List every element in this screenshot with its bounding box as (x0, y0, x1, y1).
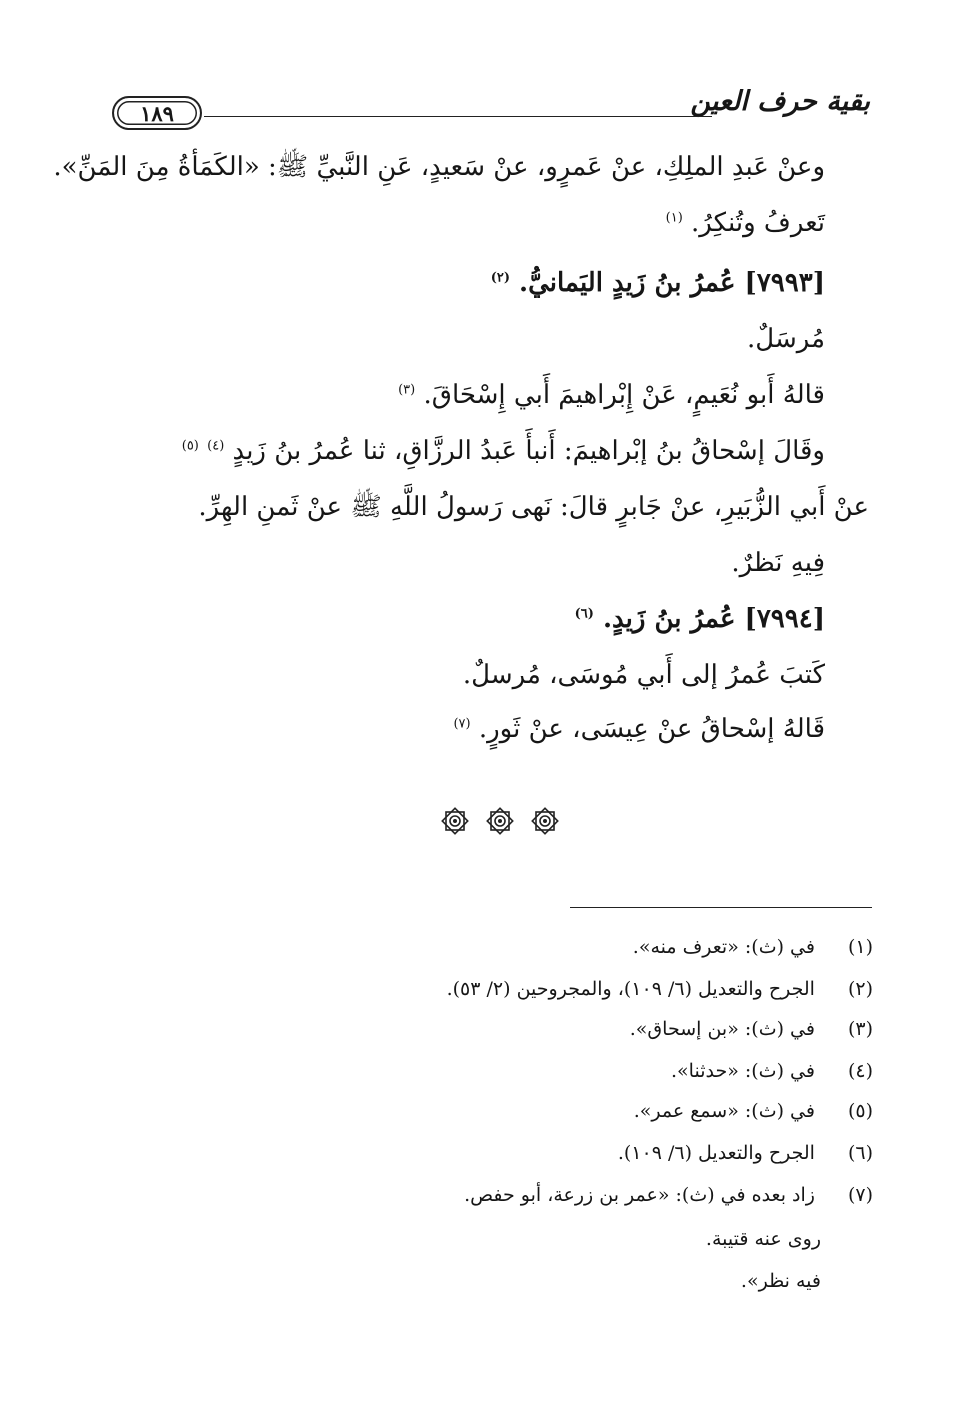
footnote-text: الجرح والتعديل (٦/ ١٠٩). (617, 1142, 815, 1164)
page-header (112, 84, 870, 144)
footnote-ref-6: (٦) (574, 606, 594, 622)
line-4-text: مُرسَلٌ. (746, 324, 825, 354)
entry-7993-text: [٧٩٩٣] عُمرُ بنُ زَيدٍ اليَمانيُّ. (519, 268, 825, 298)
footnote-number: (٦) (847, 1142, 873, 1164)
footnote-number: (٧) (847, 1184, 873, 1206)
footnote-number: (٢) (847, 978, 873, 1000)
footnote-number: (٤) (847, 1060, 873, 1082)
footnote-ref-2: (٢) (490, 270, 510, 286)
page-number-frame (112, 96, 202, 130)
footnote-7-continuation-2: فيه نظر». (740, 1270, 821, 1292)
footnote-text: الجرح والتعديل (٦/ ١٠٩)، والمجروحين (٢/ ٥٣). (446, 978, 815, 1000)
text-line-5 (398, 380, 825, 410)
rosette-icon (485, 806, 515, 836)
footnote-7-continuation-1: روى عنه قتيبة. (705, 1228, 821, 1250)
footnote-4 (671, 1060, 873, 1082)
text-line-8 (731, 548, 825, 578)
text-line-11 (453, 714, 825, 744)
text-line-2 (666, 208, 825, 238)
section-divider (440, 806, 560, 840)
footnote-text: في (ث): «حدثنا». (671, 1060, 815, 1082)
line-1-text: وعنْ عَبدِ الملِكِ، عنْ عَمرٍو، عنْ سَعيدٍ، عَنِ النَّبيِّ ﷺ: «الكَمَأةُ مِنَ المَنِّ». (53, 152, 825, 182)
line-2-text: تَعرفُ وتُنكِرُ. (691, 208, 825, 238)
line-5-text: قالهُ أَبو نُعَيمٍ، عَنْ إِبْراهيمَ أَبي إِسْحَاقَ. (423, 380, 825, 410)
footnote-number: (٥) (847, 1100, 873, 1122)
entry-heading-7994 (575, 604, 825, 634)
footnote-1 (633, 936, 873, 958)
footnote-ref-3: (٣) (398, 382, 416, 398)
footnote-2 (447, 978, 873, 1000)
footnote-separator (570, 907, 872, 908)
footnote-number: (١) (847, 936, 873, 958)
footnote-5 (634, 1100, 873, 1122)
footnote-3 (630, 1018, 873, 1040)
footnote-ref-7: (٧) (453, 716, 471, 732)
line-11-text: قَالهُ إسْحاقُ عنْ عِيسَى، عنْ ثَورٍ. (478, 714, 825, 744)
rosette-icon (530, 806, 560, 836)
text-line-4 (747, 324, 825, 354)
text-line-6 (182, 436, 825, 466)
entry-heading-7993 (491, 268, 825, 298)
rosette-icon (440, 806, 470, 836)
footnote-text: في (ث): «بن إسحاق». (629, 1018, 815, 1040)
line-8-text: فِيهِ نَظرٌ. (731, 548, 825, 578)
footnote-text: زاد بعده في (ث): «عمر بن زرعة، أبو حفص. (464, 1184, 815, 1206)
footnote-ref-5: (٥) (181, 438, 199, 454)
line-7-text: عنْ أَبي الزُّبَيرِ، عنْ جَابرٍ قالَ: نَهى رَسولُ اللَّهِ ﷺ عنْ ثَمنِ الهِرِّ. (198, 492, 869, 522)
entry-7994-text: [٧٩٩٤] عُمرُ بنُ زَيدٍ. (602, 604, 825, 634)
footnote-text: في (ث): «سمع عمر». (633, 1100, 815, 1122)
line-6-text: وقَالَ إسْحاقُ بنُ إبْراهيمَ: أَنبأَ عَبدُ الرزَّاقِ، ثنا عُمرُ بنُ زَيدٍ (232, 436, 825, 466)
text-line-10 (463, 660, 825, 690)
footnote-ref-1: (١) (665, 210, 683, 226)
running-title: بقية حرف العين (690, 86, 870, 117)
footnote-text: في (ث): «تعرف منه». (632, 936, 815, 958)
text-line-1 (53, 150, 825, 188)
text-line-7 (198, 490, 869, 528)
footnote-7 (464, 1184, 873, 1206)
line-10-text: كَتبَ عُمرُ إلى أَبي مُوسَى، مُرسلٌ. (462, 660, 825, 690)
page-number: ١٨٩ (140, 101, 174, 126)
header-rule (204, 116, 712, 117)
footnote-6 (618, 1142, 873, 1164)
footnote-number: (٣) (847, 1018, 873, 1040)
footnote-ref-4: (٤) (207, 438, 225, 454)
